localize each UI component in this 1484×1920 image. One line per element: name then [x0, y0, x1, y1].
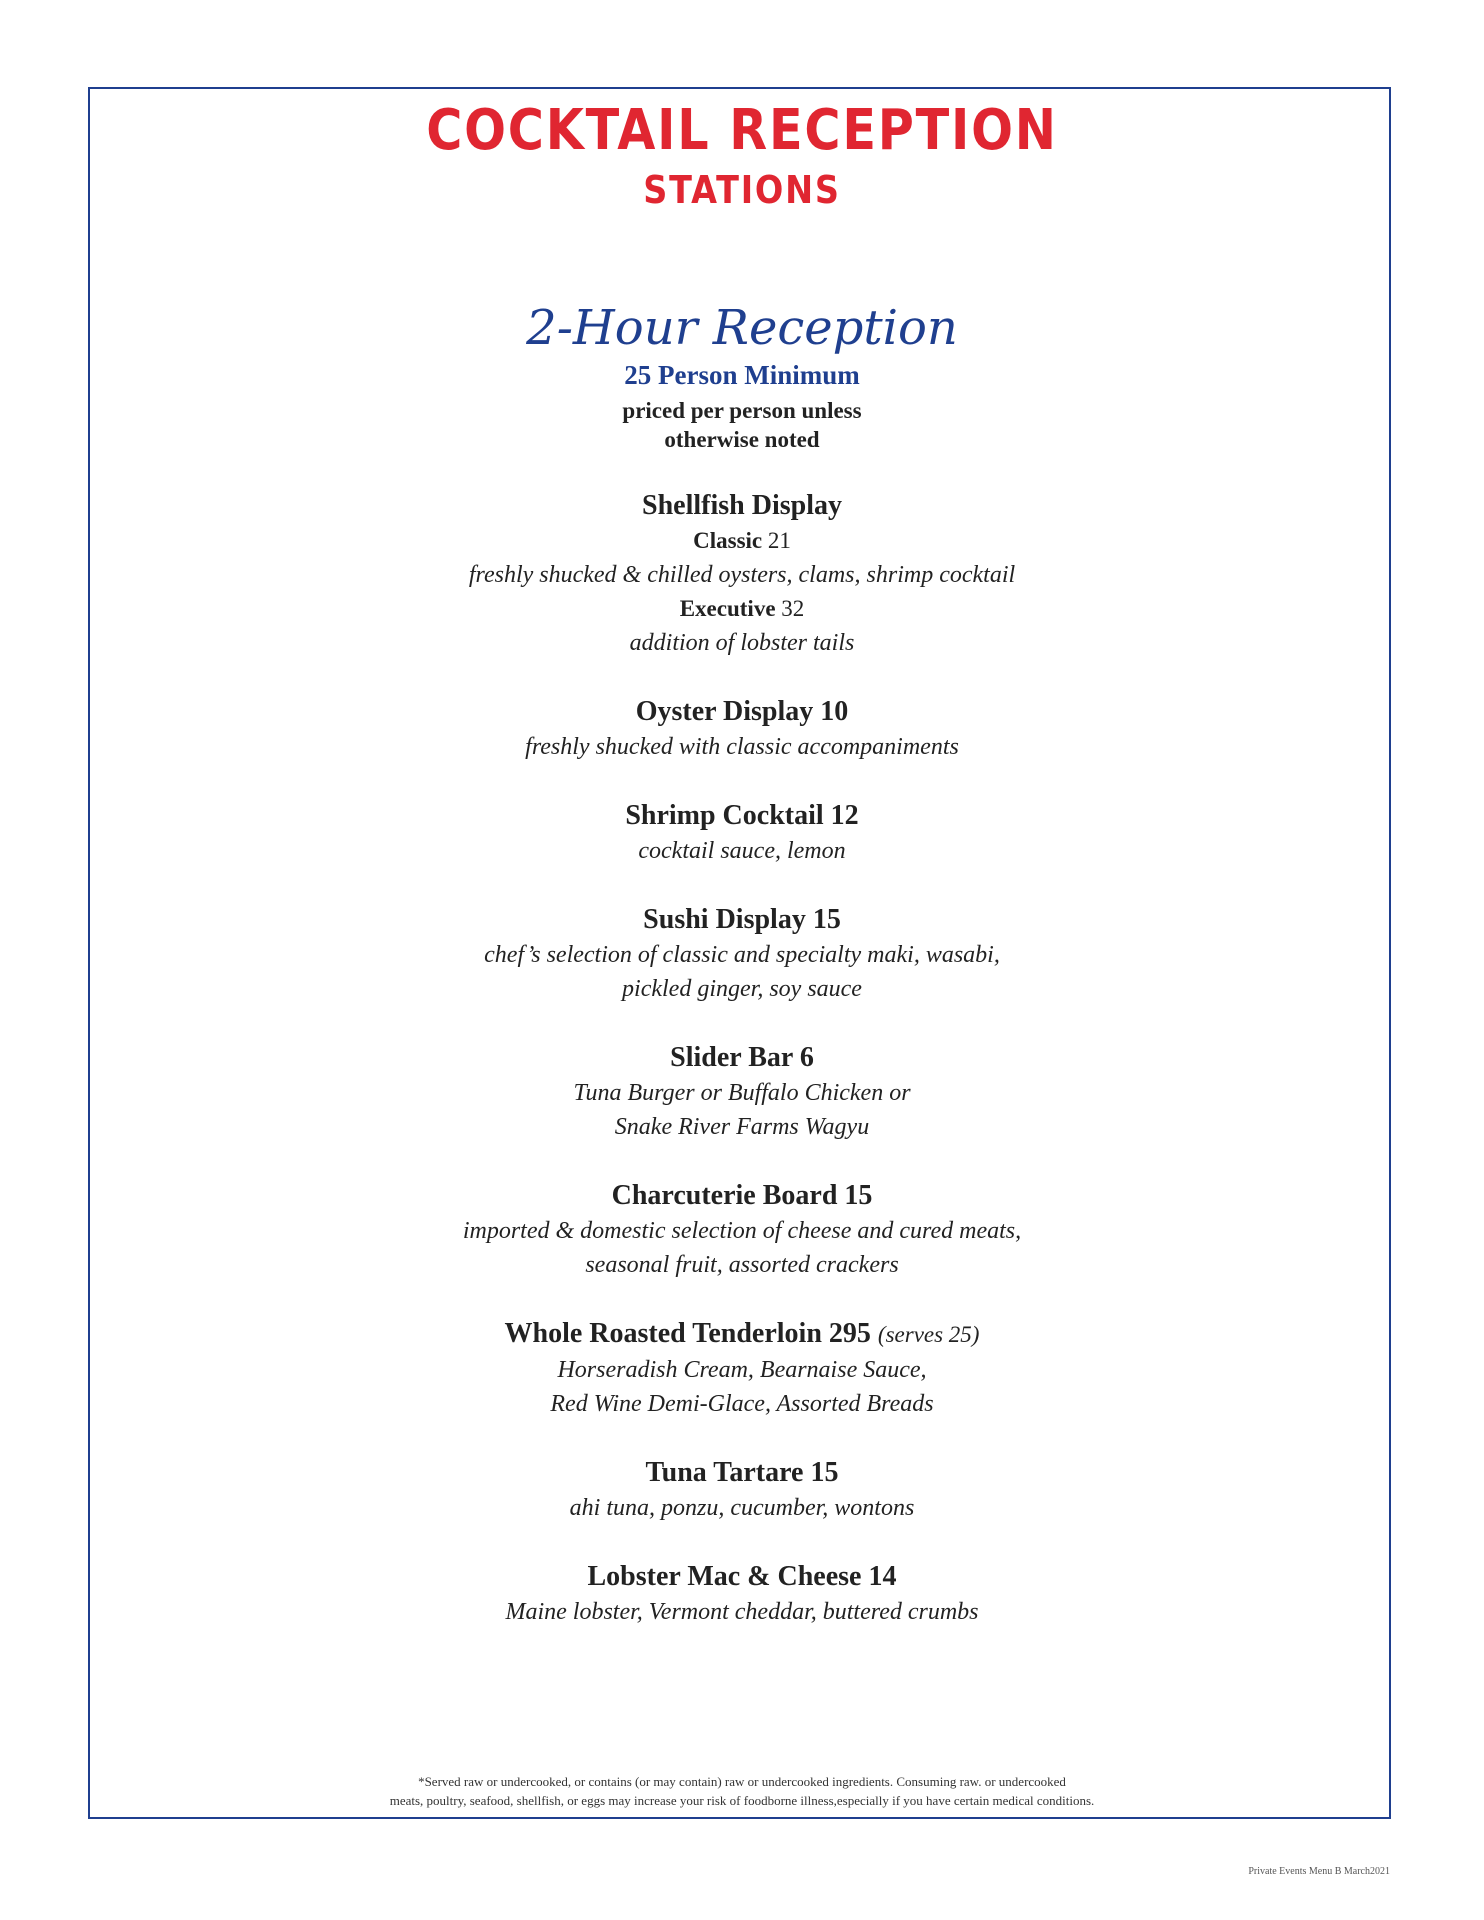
- menu-item-name: Shrimp Cocktail 12: [625, 800, 859, 831]
- disclaimer-line1: *Served raw or undercooked, or contains (or may contain) raw or undercooked ingredients. Consuming raw. or undercooked: [418, 1774, 1066, 1789]
- executive-option: [0, 592, 1484, 626]
- tenderloin-name: Whole Roasted Tenderloin 295: [504, 1318, 871, 1349]
- page-title: COCKTAIL RECEPTION: [426, 98, 1058, 163]
- menu-item-shellfish: [0, 488, 1484, 660]
- classic-description: freshly shucked & chilled oysters, clams, shrimp cocktail: [468, 562, 1016, 588]
- menu-item-oyster: [0, 694, 1484, 764]
- menu-item-shrimp: [0, 798, 1484, 868]
- menu-item-description-2: Red Wine Demi-Glace, Assorted Breads: [550, 1391, 934, 1417]
- menu-item-name: Charcuterie Board 15: [611, 1180, 873, 1211]
- menu-item-description: Horseradish Cream, Bearnaise Sauce,: [557, 1357, 927, 1383]
- menu-item-name: Sushi Display 15: [643, 904, 841, 935]
- menu-list: [0, 488, 1484, 1663]
- menu-item-description: freshly shucked with classic accompaniments: [525, 734, 959, 760]
- menu-item-name: [0, 1316, 1484, 1353]
- executive-price: 32: [781, 596, 805, 621]
- menu-item-tenderloin: [0, 1316, 1484, 1421]
- menu-item-tuna-tartare: [0, 1455, 1484, 1525]
- classic-option: [0, 524, 1484, 558]
- pricing-note-line1: priced per person unless: [622, 398, 862, 423]
- reception-heading: 2-Hour Reception: [526, 300, 958, 356]
- menu-item-name: Oyster Display 10: [635, 696, 849, 727]
- tenderloin-serves: (serves 25): [877, 1322, 980, 1347]
- menu-item-description: Maine lobster, Vermont cheddar, buttered crumbs: [505, 1599, 979, 1625]
- menu-item-description: Tuna Burger or Buffalo Chicken or: [573, 1080, 911, 1106]
- menu-item-description-2: seasonal fruit, assorted crackers: [585, 1252, 899, 1278]
- menu-item-description: cocktail sauce, lemon: [638, 838, 846, 864]
- classic-label: Classic: [693, 528, 763, 553]
- menu-item-name: Tuna Tartare 15: [645, 1457, 839, 1488]
- menu-item-description: imported & domestic selection of cheese and cured meats,: [462, 1218, 1022, 1244]
- menu-item-name: Slider Bar 6: [670, 1042, 814, 1073]
- person-minimum: 25 Person Minimum: [624, 360, 860, 390]
- executive-label: Executive: [679, 596, 776, 621]
- menu-item-slider: [0, 1040, 1484, 1144]
- menu-item-description-2: pickled ginger, soy sauce: [622, 976, 862, 1002]
- menu-item-sushi: [0, 902, 1484, 1006]
- menu-item-name: Shellfish Display: [642, 490, 842, 521]
- footer-note: Private Events Menu B March2021: [1248, 1866, 1390, 1877]
- menu-item-lobster-mac: [0, 1559, 1484, 1629]
- disclaimer-line2: meats, poultry, seafood, shellfish, or eggs may increase your risk of foodborne illness,especially if you have certain medical conditions.: [389, 1793, 1095, 1808]
- page-subtitle: STATIONS: [643, 168, 841, 212]
- menu-item-name: Lobster Mac & Cheese 14: [587, 1561, 897, 1592]
- menu-item-description-2: Snake River Farms Wagyu: [614, 1114, 870, 1140]
- classic-price: 21: [767, 528, 791, 553]
- pricing-note: [0, 396, 1484, 454]
- health-disclaimer: [0, 1772, 1484, 1810]
- executive-description: addition of lobster tails: [629, 630, 855, 656]
- menu-item-charcuterie: [0, 1178, 1484, 1282]
- menu-item-description: ahi tuna, ponzu, cucumber, wontons: [569, 1495, 915, 1521]
- menu-item-description: chef’s selection of classic and specialty maki, wasabi,: [484, 942, 1000, 968]
- pricing-note-line2: otherwise noted: [664, 427, 820, 452]
